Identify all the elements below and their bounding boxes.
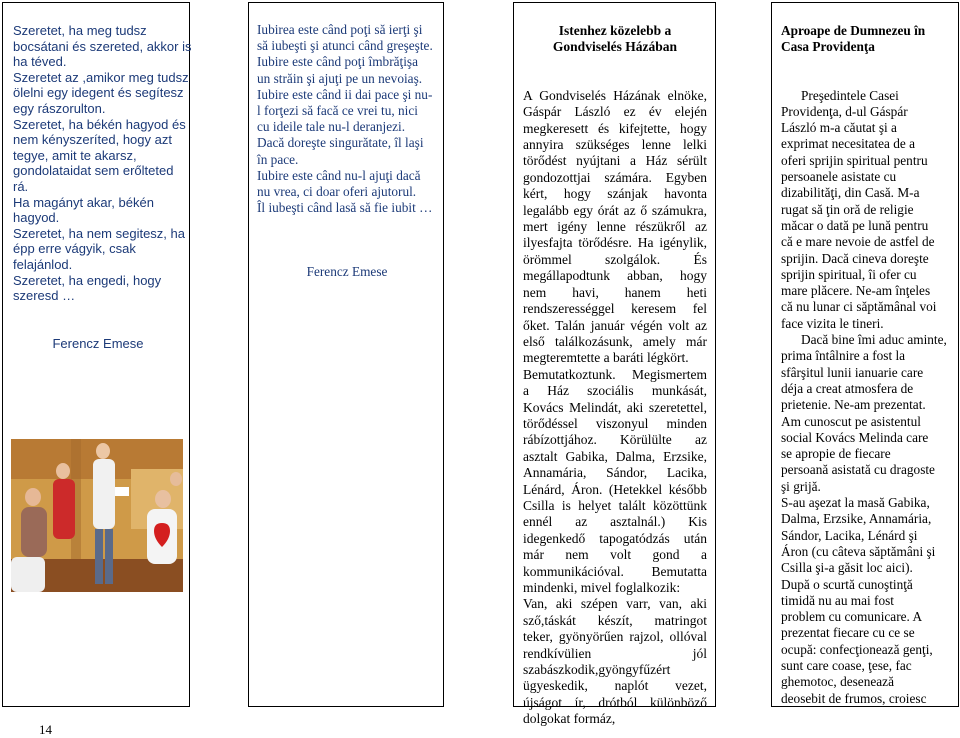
article-line: legalább egy órát az ő számukra,	[523, 202, 707, 218]
article-line: teker, gyönyörűen rajzol, ollóval	[523, 629, 707, 645]
article-line: sunt care coase, ţese, fac	[781, 657, 912, 673]
article-line: Csilla is helyet talált közöttünk	[523, 497, 707, 513]
column-hungarian-poem	[2, 2, 190, 707]
poem-author: Ferencz Emese	[306, 264, 388, 280]
poem-line: egy rászorulton.	[13, 100, 106, 116]
poem-line: Îl iubeşti când lasă să fie iubit …	[257, 200, 433, 216]
article-line: déja a creat atmosfera de	[781, 380, 914, 396]
article-line: timidă nu au mai fost	[781, 592, 895, 608]
poem-line: bocsátani és szereted, akkor is	[13, 38, 192, 54]
article-line: persoană asistată cu dragoste	[781, 462, 935, 478]
article-line: kért, hogy szánjak havonta	[523, 186, 707, 202]
article-line: örömmel szolgálok. És	[523, 251, 707, 267]
poem-line: Szeretet, ha békén hagyod és	[13, 116, 186, 132]
article-line: dolgokat formáz,	[523, 711, 616, 727]
title-line: Casa Providenţa	[781, 39, 875, 55]
poem-line: Iubire este când nu-l ajuţi dacă	[257, 167, 421, 183]
poem-line: Iubire este când ii dai pace şi nu-	[257, 86, 433, 102]
poem-line: Iubirea este când poţi să ierţi şi	[257, 22, 423, 37]
article-line: Gáspár László ez év elején	[523, 104, 707, 120]
article-line: prietenie. Ne-am prezentat.	[781, 397, 926, 413]
poem-line: Iubire este când poţi îmbrăţişa	[257, 54, 418, 70]
article-line: După o scurtă cunoştinţă	[781, 576, 913, 592]
article-line: Van, aki szépen varr, van, aki	[523, 596, 707, 612]
article-line: asztalt Gabika, Dalma, Erzsike,	[523, 448, 707, 464]
group-photo-image	[11, 439, 183, 592]
article-line: megkeresett és kifejtette, hogy	[523, 120, 707, 136]
article-line: A Gondviselés Házának elnöke,	[523, 87, 707, 103]
poem-line: nem kényszeríted, hogy azt	[13, 132, 172, 148]
article-line: idegenkedő tapogatódzás után	[523, 530, 707, 546]
poem-text	[13, 23, 192, 304]
article-line: László m-a căutat şi a	[781, 120, 897, 136]
column-hungarian-article	[513, 2, 716, 727]
poem-text	[257, 22, 437, 216]
article-body	[523, 88, 707, 728]
article-line: őket. Talán január végén volt az	[523, 317, 707, 333]
article-line: gondozottjai számára. Egyben	[523, 169, 707, 185]
article-line: Am cunoscut pe asistentul	[781, 413, 921, 429]
article-line: persoanele asistate cu	[781, 169, 897, 185]
column-romanian-poem	[248, 2, 444, 707]
article-line: megteremtette a baráti légkört.	[523, 350, 689, 366]
article-line: törődést nyújtani a Ház sérült	[523, 153, 707, 169]
article-line: ocupă: confecţionează genţi,	[781, 641, 933, 657]
article-line: Dalma, Erzsike, Annamária,	[781, 511, 932, 527]
poem-line: Dacă doreşte singurătate, îl laşi	[257, 135, 424, 151]
article-line: Providenţa, d-ul Gáspár	[781, 103, 908, 119]
article-line: Sándor, Lacika, Lénárd şi	[781, 527, 918, 543]
page-number: 14	[39, 722, 52, 737]
article-line: măcar o dată pe lună pentru	[781, 217, 929, 233]
article-line: dizabilităţi, din Casă. M-a	[781, 185, 920, 201]
article-line: sprijin. Dacă cineva doreşte	[781, 250, 929, 266]
poem-line: să iubeşti şi atunci când greşeşte.	[257, 38, 433, 54]
title-line: Gondviselés Házában	[552, 39, 678, 55]
article-line: se apropie de fiecare	[781, 446, 891, 462]
article-line: törődéssel viszonyul minden	[523, 415, 707, 431]
article-line: szabászkodik,gyöngyfűzért	[523, 662, 671, 678]
article-line: Dacă bine îmi aduc aminte,	[801, 332, 947, 348]
article-line: face vizita le tineri.	[781, 315, 884, 331]
article-line: Bemutatkoztunk. Megismertem	[523, 366, 707, 382]
article-line: nem havi, hanem heti	[523, 284, 707, 300]
article-line: Preşedintele Casei	[801, 87, 899, 103]
poem-line: tegye, amit te akarsz,	[13, 147, 137, 163]
group-photo	[11, 439, 183, 592]
article-line: első találkozásunk, amely már	[523, 333, 707, 349]
article-line: kommunikációval. Bemutatta	[523, 563, 707, 579]
poem-line: hagyod.	[13, 210, 60, 226]
article-line: exprimat necesitatea de a	[781, 136, 916, 152]
article-line: ilyesfajta törődésre. Ha igénylik,	[523, 235, 707, 251]
article-line: că e mare nevoie de astfel de	[781, 234, 935, 250]
article-line: deosebit de frumos, croiesc	[781, 690, 927, 706]
title-line: Istenhez közelebb a	[558, 23, 672, 38]
article-line: Kovács Melindát, aki szeretettel,	[523, 399, 707, 415]
article-line: rugat să ţin oră de religie	[781, 201, 914, 217]
poem-line: l forţezi să facă ce vrei tu, nici	[257, 103, 418, 119]
article-line: mindenki, mivel foglalkozik:	[523, 580, 681, 595]
article-body	[781, 88, 952, 707]
article-line: mert igény lenne részükről az	[523, 219, 707, 235]
article-line: mare plăcere. Ne-am înţeles	[781, 283, 931, 299]
article-line: a Ház szociális munkását,	[523, 383, 707, 399]
article-line: şi grijă.	[781, 478, 821, 494]
article-line: problem cu comunicare. A	[781, 609, 923, 625]
poem-line: Szeretet, ha nem segitesz, ha	[13, 225, 185, 241]
article-line: már nem volt gond a	[523, 547, 707, 563]
poem-line: épp erre vágyik, csak	[13, 241, 136, 257]
article-line: sző,táskát készít, matringot	[523, 612, 707, 628]
article-line: ügyeskedik, naplót vezet,	[523, 678, 707, 694]
article-line: sprijin spiritual, îi ofer cu	[781, 266, 917, 282]
article-line: rendszerességgel keresem fel	[523, 301, 707, 317]
article-line: annyira szükséges lenne lelki	[523, 137, 707, 153]
article-line: că nu lunar ci săptămânal voi	[781, 299, 937, 315]
article-line: prima întâlnire a fost la	[781, 348, 906, 364]
article-title	[523, 23, 707, 56]
poem-line: cu ideile tale nu-l deranjezi.	[257, 119, 406, 135]
article-line: megállapodtunk abban, hogy	[523, 268, 707, 284]
article-line: Lénárd, Áron. (Hetekkel később	[523, 481, 707, 497]
article-line: social Kovács Melinda care	[781, 429, 929, 445]
title-line: Aproape de Dumnezeu în	[781, 23, 926, 38]
article-line: prezentat fiecare cu ce se	[781, 625, 915, 641]
poem-line: Ha magányt akar, békén	[13, 194, 154, 210]
article-line: sfârşitul lunii ianuarie care	[781, 364, 924, 380]
poem-line: nu vrea, ci doar oferi ajutorul.	[257, 184, 417, 200]
poem-author: Ferencz Emese	[52, 335, 144, 351]
article-line: ghemotoc, desenează	[781, 674, 894, 690]
poem-line: Szeretet, ha engedi, hogy	[13, 272, 162, 288]
article-line: újságot ír, drótból különböző	[523, 694, 707, 710]
poem-line: Szeretet az ,amikor meg tudsz	[13, 69, 189, 85]
article-line: Csilla şi-a găsit loc aici).	[781, 560, 913, 576]
poem-line: în pace.	[257, 151, 299, 167]
article-line: Áron (cu câteva săptămâni şi	[781, 543, 936, 559]
poem-line: felajánlod.	[13, 256, 73, 272]
column-romanian-article	[771, 2, 959, 707]
article-line: rábízottjához. Körülülte az	[523, 432, 707, 448]
article-line: Annamária, Sándor, Lacika,	[523, 465, 707, 481]
article-line: oferi sprijin spiritual pentru	[781, 152, 928, 168]
poem-line: un străin şi ajuţi pe un nevoiaş.	[257, 70, 423, 86]
article-line: rendkívülien jól	[523, 645, 707, 661]
article-line: ennél az asztalnál.) Kis	[523, 514, 707, 530]
poem-line: gondolataidat sem erőlteted	[13, 163, 174, 179]
poem-line: ha téved.	[13, 54, 67, 70]
poem-line: Szeretet, ha meg tudsz	[13, 23, 147, 38]
poem-line: szeresd …	[13, 288, 76, 304]
article-title	[781, 23, 952, 56]
article-line: S-au aşezat la masă Gabika,	[781, 495, 930, 511]
poem-line: ölelni egy idegent és segítesz	[13, 85, 184, 101]
poem-line: rá.	[13, 178, 29, 194]
